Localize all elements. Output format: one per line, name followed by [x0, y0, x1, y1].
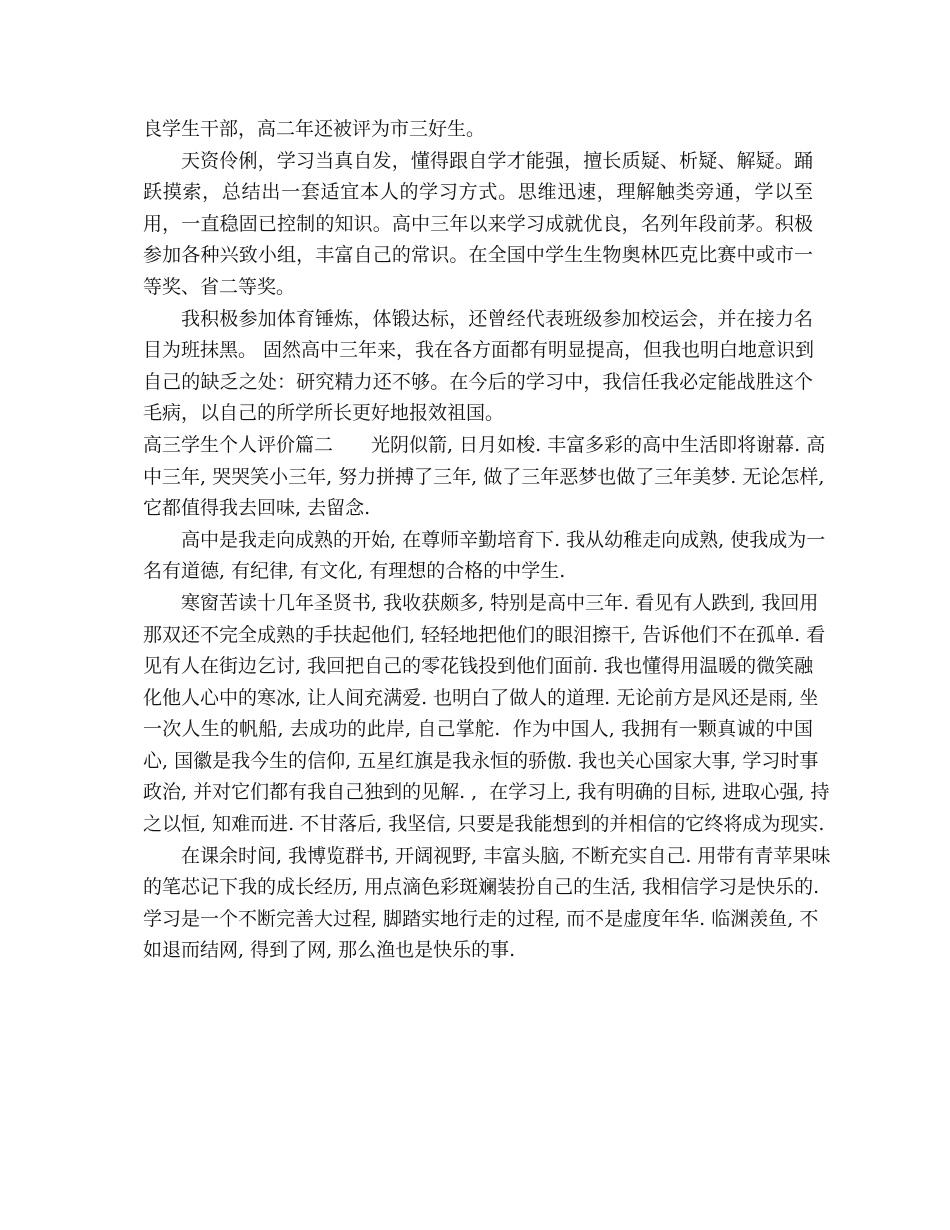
text-line: 中三年, 哭哭笑小三年, 努力拼搏了三年, 做了三年恶梦也做了三年美梦. 无论怎样, [143, 465, 825, 488]
text-line: 参加各种兴致小组，丰富自己的常识。在全国中学生生物奥林匹克比赛中或市一 [143, 244, 813, 267]
document-body [143, 114, 831, 967]
text-line: 化他人心中的寒冰, 让人间充满爱. 也明白了做人的道理. 无论前方是风还是雨, 坐 [143, 686, 819, 709]
text-line: 见有人在街边乞讨, 我回把自己的零花钱投到他们面前. 我也懂得用温暖的微笑融 [143, 655, 814, 678]
text-line: 心, 国徽是我今生的信仰, 五星红旗是我永恒的骄傲. 我也关心国家大事, 学习时事 [143, 749, 819, 772]
text-line: 目为班抹黑。 固然高中三年来，我在各方面都有明显提高，但我也明白地意识到 [143, 339, 815, 362]
text-line: 学习是一个不断完善大过程, 脚踏实地行走的过程, 而不是虚度年华. 临渊羡鱼, 不 [143, 907, 819, 930]
paragraph-start-line: 我积极参加体育锤炼，体锻达标，还曾经代表班级参加校运会，并在接力名 [181, 307, 813, 330]
text-line: 毛病，以自己的所学所长更好地报效祖国。 [143, 402, 505, 425]
text-line: 之以恒, 知难而进. 不甘落后, 我坚信, 只要是我能想到的并相信的它终将成为现实. [143, 813, 825, 836]
paragraph-start-line: 在课余时间, 我博览群书, 开阔视野, 丰富头脑, 不断充实自己. 用带有青苹果味 [181, 844, 831, 867]
text-line: 跃摸索，总结出一套适宜本人的学习方式。思维迅速，理解触类旁通，学以至 [143, 181, 813, 204]
paragraph-start-line: 高中是我走向成熟的开始, 在尊师辛勤培育下. 我从幼稚走向成熟, 使我成为一 [181, 528, 826, 551]
text-line: 如退而结网, 得到了网, 那么渔也是快乐的事. [143, 939, 516, 962]
paragraph-start-line: 天资伶俐，学习当真自发，懂得跟自学才能强，擅长质疑、析疑、解疑。踊 [181, 149, 813, 172]
section-heading-line: 高三学生个人评价篇二 光阴似箭, 日月如梭. 丰富多彩的高中生活即将谢幕. 高 [143, 433, 826, 456]
text-line: 自己的缺乏之处：研究精力还不够。在今后的学习中，我信任我必定能战胜这个 [143, 370, 813, 393]
text-line: 它都值得我去回味, 去留念. [143, 497, 371, 520]
text-line: 等奖、省二等奖。 [143, 275, 296, 298]
text-line: 一次人生的帆船, 去成功的此岸, 自己掌舵. 作为中国人, 我拥有一颗真诚的中国 [143, 718, 813, 741]
text-line: 名有道德, 有纪律, 有文化, 有理想的合格的中学生. [143, 560, 566, 583]
text-line: 那双还不完全成熟的手扶起他们, 轻轻地把他们的眼泪擦干, 告诉他们不在孤单. 看 [143, 623, 826, 646]
text-line: 用，一直稳固已控制的知识。高中三年以来学习成就优良，名列年段前茅。积极 [143, 212, 813, 235]
text-line: 的笔芯记下我的成长经历, 用点滴色彩斑斓装扮自己的生活, 我相信学习是快乐的. [143, 876, 820, 899]
paragraph-start-line: 寒窗苦读十几年圣贤书, 我收获颇多, 特别是高中三年. 看见有人跌到, 我回用 [181, 591, 819, 614]
text-line: 良学生干部，高二年还被评为市三好生。 [143, 118, 486, 140]
text-line: 政治, 并对它们都有我自己独到的见解. , 在学习上, 我有明确的目标, 进取心强, 持 [143, 781, 830, 804]
